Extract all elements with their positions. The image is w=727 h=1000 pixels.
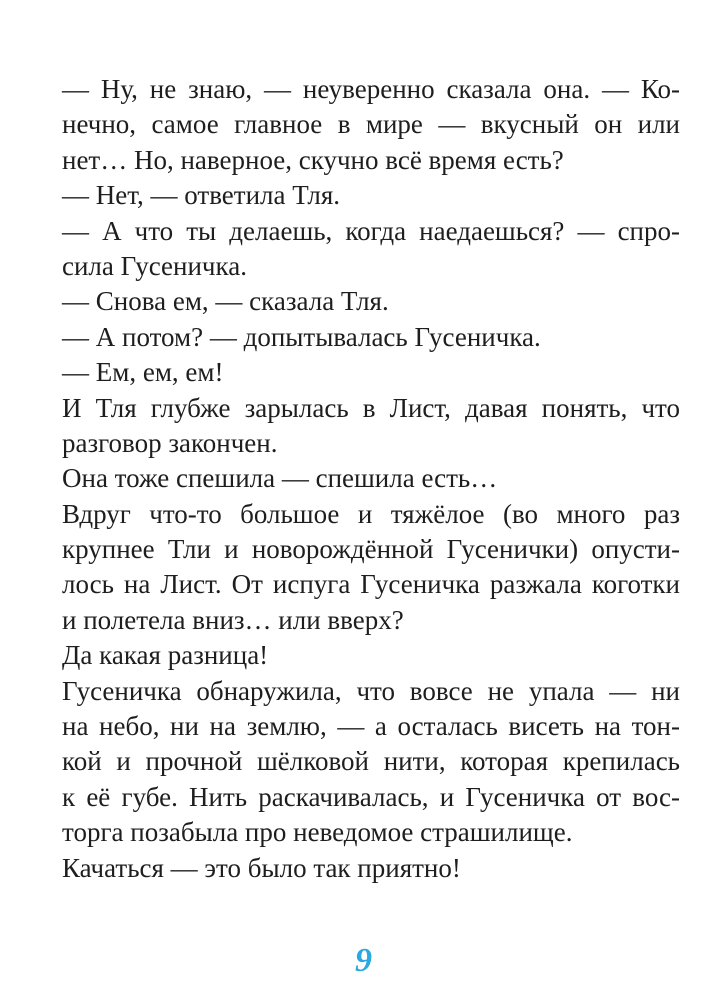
text-line: — А что ты делаешь, когда наедаешься? — спро- (62, 215, 680, 246)
text-line: Качаться — это было так приятно! (62, 852, 461, 883)
text-line: Она тоже спешила — спешила есть… (62, 463, 498, 494)
text-line: нет… Но, наверное, скучно всё время есть? (62, 144, 564, 175)
text-line: — Снова ем, — сказала Тля. (62, 286, 389, 317)
body-text (62, 72, 680, 886)
text-line: И Тля глубже зарылась в Лист, давая понять, что (62, 392, 680, 423)
text-line: разговор закончен. (62, 427, 278, 458)
text-line: Гусеничка обнаружила, что вовсе не упала — ни (62, 675, 680, 706)
text-line: — Нет, — ответила Тля. (62, 180, 341, 211)
text-line: крупнее Тли и новорождённой Гусенички) опусти- (62, 534, 680, 565)
text-line: и полетела вниз… или вверх? (62, 604, 404, 635)
text-line: Вдруг что-то большое и тяжёлое (во много раз (62, 498, 680, 529)
text-line: к её губе. Нить раскачивалась, и Гусеничка от вос- (62, 781, 680, 812)
page-number: 9 (355, 942, 372, 979)
text-line: — А потом? — допытывалась Гусеничка. (62, 321, 541, 352)
text-line: — Ну, не знаю, — неуверенно сказала она. — Ко- (62, 74, 680, 104)
text-line: торга позабыла про неведомое страшилище. (62, 817, 573, 848)
text-line: нечно, самое главное в мире — вкусный он или (62, 109, 680, 140)
text-line: кой и прочной шёлковой нити, которая крепилась (62, 746, 680, 777)
text-line: Да какая разница! (62, 640, 269, 671)
text-line: — Ем, ем, ем! (62, 357, 224, 388)
text-line: лось на Лист. От испуга Гусеничка разжала коготки (62, 569, 680, 600)
text-line: сила Гусеничка. (62, 250, 247, 281)
text-line: на небо, ни на землю, — а осталась висеть на тон- (62, 711, 680, 742)
